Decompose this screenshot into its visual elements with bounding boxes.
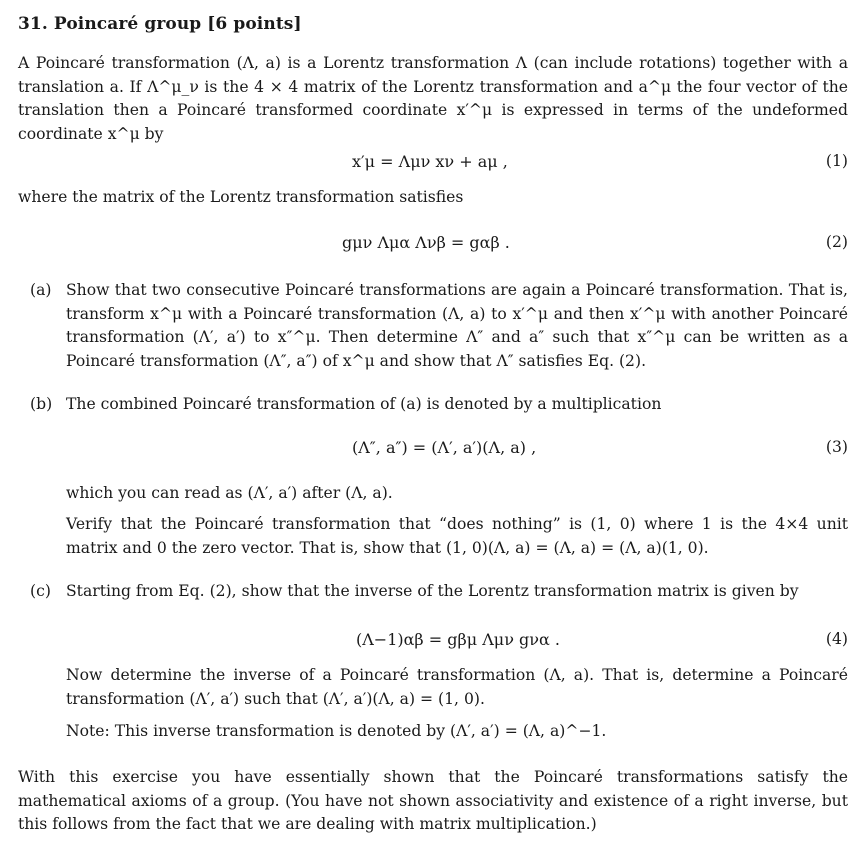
part-b-after-equation: which you can read as (Λ′, a′) after (Λ, a).: [66, 484, 393, 502]
equation-3: (Λ″, a″) = (Λ′, a′)(Λ, a) ,: [352, 438, 537, 457]
equation-1-number: (1): [825, 152, 848, 170]
part-b-label: (b): [30, 395, 53, 413]
intro-paragraph: A Poincaré transformation (Λ, a) is a Lorentz transformation Λ (can include rotations) together with a translation a. If Λ^μ_ν is the 4 × 4 matrix of the Lorentz transformation and a^μ the four vector of the translation then a Poincaré transformed coordinate x′^μ is expressed in terms of the undeformed coordinate x^μ by: [18, 54, 848, 143]
part-c-note: Note: This inverse transformation is denoted by (Λ′, a′) = (Λ, a)^−1.: [66, 722, 607, 740]
equation-4-number: (4): [825, 630, 848, 648]
equation-2-number: (2): [825, 233, 848, 251]
equation-4: (Λ−1)αβ = gβμ Λμν gνα .: [356, 630, 560, 649]
conclusion-paragraph: With this exercise you have essentially shown that the Poincaré transformations satisfy the mathematical axioms of a group. (You have not shown associativity and existence of a right inverse, but this follows from the fact that we are dealing with matrix multiplication.): [18, 768, 848, 833]
equation-1: x′μ = Λμν xν + aμ ,: [352, 152, 508, 171]
part-c-text: Starting from Eq. (2), show that the inverse of the Lorentz transformation matrix is given by: [66, 582, 799, 600]
part-a-text: Show that two consecutive Poincaré transformations are again a Poincaré transformation. That is, transform x^μ with a Poincaré transformation (Λ, a) to x′^μ and then x′^μ with another Poincaré transformation (Λ′, a′) to x″^μ. Then determine Λ″ and a″ such that x″^μ can be written as a Poincaré transformation (Λ″, a″) of x^μ and show that Λ″ satisfies Eq. (2).: [66, 281, 848, 370]
equation-2: gμν Λμα Λνβ = gαβ .: [342, 233, 510, 252]
part-b-verify: Verify that the Poincaré transformation that “does nothing” is (1, 0) where 1 is the 4×4 unit matrix and 0 the zero vector. That is, show that (1, 0)(Λ, a) = (Λ, a) = (Λ, a)(1, 0).: [66, 515, 848, 557]
part-b-text: The combined Poincaré transformation of (a) is denoted by a multiplication: [66, 395, 662, 413]
part-c-label: (c): [30, 582, 51, 600]
part-c-after-equation: Now determine the inverse of a Poincaré transformation (Λ, a). That is, determine a Poincaré transformation (Λ′, a′) such that (Λ′, a′)(Λ, a) = (1, 0).: [66, 666, 848, 708]
problem-title: 31. Poincaré group [6 points]: [18, 14, 302, 34]
eq1-followup-text: where the matrix of the Lorentz transformation satisfies: [18, 188, 464, 206]
equation-3-number: (3): [825, 438, 848, 456]
part-a-label: (a): [30, 281, 52, 299]
